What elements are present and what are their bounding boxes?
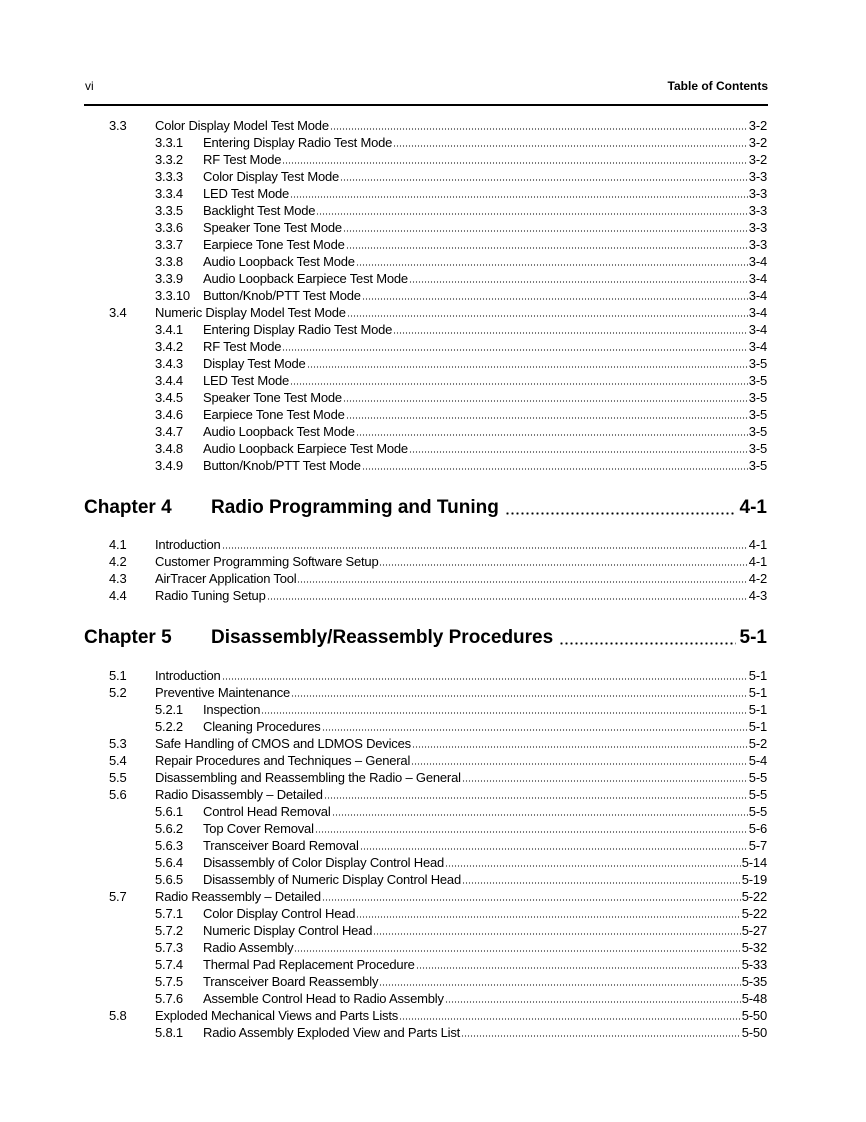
- toc-entry[interactable]: [84, 752, 767, 769]
- entry-number: 5.2: [109, 685, 127, 700]
- toc-entry[interactable]: [84, 321, 767, 338]
- entry-title: Exploded Mechanical Views and Parts Lists: [155, 1008, 399, 1023]
- toc-entry[interactable]: [84, 956, 767, 973]
- entry-title: Audio Loopback Test Mode: [203, 254, 355, 269]
- entry-body: [203, 372, 767, 389]
- dot-leader: [373, 933, 741, 935]
- entry-body: [203, 1024, 767, 1041]
- entry-title: Numeric Display Model Test Mode: [155, 305, 346, 320]
- toc-entry[interactable]: [84, 684, 767, 701]
- entry-number: 3.4: [109, 305, 127, 320]
- chapter-number: Chapter 4: [84, 497, 172, 518]
- entry-page: 3-4: [748, 305, 767, 320]
- entry-page: 3-5: [748, 424, 767, 439]
- dot-leader: [399, 1018, 741, 1020]
- dot-leader: [322, 729, 748, 731]
- dot-leader: [297, 581, 747, 583]
- toc-section-chapter-4: [84, 536, 767, 604]
- dot-leader: [290, 383, 748, 385]
- entry-page: 4-2: [748, 571, 767, 586]
- dot-leader: [324, 797, 748, 799]
- dot-leader: [322, 899, 741, 901]
- entry-page: 5-6: [748, 821, 767, 836]
- entry-page: 3-4: [748, 322, 767, 337]
- entry-title: Top Cover Removal: [203, 821, 314, 836]
- dot-leader: [340, 179, 748, 181]
- chapter-4-heading[interactable]: [84, 495, 767, 521]
- dot-leader: [462, 780, 748, 782]
- toc-entry[interactable]: [84, 287, 767, 304]
- entry-title: Audio Loopback Earpiece Test Mode: [203, 271, 408, 286]
- entry-title: Introduction: [155, 537, 221, 552]
- entry-body: [203, 270, 767, 287]
- toc-entry[interactable]: [84, 735, 767, 752]
- toc-entry[interactable]: [84, 185, 767, 202]
- entry-number: 3.3.8: [155, 254, 183, 269]
- entry-page: 3-5: [748, 407, 767, 422]
- entry-body: [203, 151, 767, 168]
- entry-page: 5-19: [741, 872, 767, 887]
- entry-page: 5-22: [741, 889, 767, 904]
- dot-leader: [222, 678, 748, 680]
- entry-title: Repair Procedures and Techniques – General: [155, 753, 411, 768]
- entry-page: 3-4: [748, 288, 767, 303]
- chapter-title: Disassembly/Reassembly Procedures: [211, 627, 554, 648]
- entry-page: 3-3: [748, 186, 767, 201]
- entry-page: 3-4: [748, 339, 767, 354]
- toc-entry[interactable]: [84, 553, 767, 570]
- dot-leader: [360, 848, 748, 850]
- dot-leader: [356, 916, 740, 918]
- running-header-title: Table of Contents: [667, 79, 768, 93]
- toc-entry[interactable]: [84, 536, 767, 553]
- toc-entry[interactable]: [84, 837, 767, 854]
- dot-leader: [330, 128, 748, 130]
- toc-entry[interactable]: [84, 372, 767, 389]
- entry-number: 5.4: [109, 753, 127, 768]
- toc-entry[interactable]: [84, 236, 767, 253]
- entry-title: Numeric Display Control Head: [203, 923, 373, 938]
- dot-leader: [315, 831, 748, 833]
- dot-leader: [505, 512, 736, 515]
- entry-number: 5.3: [109, 736, 127, 751]
- entry-body: [203, 820, 767, 837]
- dot-leader: [343, 400, 748, 402]
- entry-page: 5-5: [748, 770, 767, 785]
- dot-leader: [445, 865, 741, 867]
- toc-entry[interactable]: [84, 769, 767, 786]
- entry-number: 3.4.9: [155, 458, 183, 473]
- toc-entry[interactable]: [84, 270, 767, 287]
- toc-entry[interactable]: [84, 786, 767, 803]
- dot-leader: [559, 642, 735, 645]
- toc-entry[interactable]: [84, 355, 767, 372]
- entry-number: 4.1: [109, 537, 127, 552]
- toc-entry[interactable]: [84, 939, 767, 956]
- entry-page: 5-32: [741, 940, 767, 955]
- entry-number: 3.4.1: [155, 322, 183, 337]
- entry-body: [203, 134, 767, 151]
- entry-body: [203, 956, 767, 973]
- entry-title: Earpiece Tone Test Mode: [203, 407, 345, 422]
- entry-body: [155, 304, 767, 321]
- entry-page: 5-5: [748, 787, 767, 802]
- entry-title: AirTracer Application Tool: [155, 571, 297, 586]
- entry-number: 3.3.1: [155, 135, 183, 150]
- dot-leader: [356, 264, 748, 266]
- entry-page: 5-1: [748, 685, 767, 700]
- entry-body: [203, 803, 767, 820]
- entry-number: 5.7.6: [155, 991, 183, 1006]
- dot-leader: [393, 145, 748, 147]
- entry-number: 5.6.1: [155, 804, 183, 819]
- entry-number: 3.3.10: [155, 288, 190, 303]
- toc-entry[interactable]: [84, 718, 767, 735]
- entry-title: LED Test Mode: [203, 373, 290, 388]
- dot-leader: [412, 746, 748, 748]
- entry-title: Customer Programming Software Setup: [155, 554, 379, 569]
- entry-number: 3.4.4: [155, 373, 183, 388]
- entry-page: 3-3: [748, 237, 767, 252]
- entry-body: [203, 973, 767, 990]
- entry-number: 5.7: [109, 889, 127, 904]
- entry-body: [155, 536, 767, 553]
- dot-leader: [222, 547, 748, 549]
- entry-number: 5.6.4: [155, 855, 183, 870]
- toc-entry[interactable]: [84, 854, 767, 871]
- dot-leader: [393, 332, 748, 334]
- entry-number: 3.3.9: [155, 271, 183, 286]
- entry-page: 5-22: [741, 906, 767, 921]
- entry-title: Transceiver Board Reassembly: [203, 974, 379, 989]
- toc-entry[interactable]: [84, 1007, 767, 1024]
- entry-body: [203, 253, 767, 270]
- chapter-page: 5-1: [739, 627, 767, 648]
- entry-title: Button/Knob/PTT Test Mode: [203, 288, 361, 303]
- toc-entry[interactable]: [84, 117, 767, 134]
- entry-body: [203, 718, 767, 735]
- entry-page: 5-4: [748, 753, 767, 768]
- toc-section-chapter-3-continued: [84, 117, 767, 474]
- entry-title: Radio Disassembly – Detailed: [155, 787, 323, 802]
- dot-leader: [409, 281, 748, 283]
- entry-title: Entering Display Radio Test Mode: [203, 135, 393, 150]
- entry-title: Introduction: [155, 668, 221, 683]
- entry-number: 5.7.1: [155, 906, 183, 921]
- dot-leader: [416, 967, 741, 969]
- toc-entry[interactable]: [84, 667, 767, 684]
- entry-body: [203, 389, 767, 406]
- entry-body: [155, 587, 767, 604]
- entry-page: 3-3: [748, 169, 767, 184]
- entry-body: [203, 338, 767, 355]
- entry-body: [203, 457, 767, 474]
- entry-body: [155, 1007, 767, 1024]
- entry-number: 5.7.5: [155, 974, 183, 989]
- toc-section-chapter-5: [84, 667, 767, 1041]
- dot-leader: [462, 882, 741, 884]
- entry-title: Button/Knob/PTT Test Mode: [203, 458, 361, 473]
- entry-title: Audio Loopback Test Mode: [203, 424, 355, 439]
- entry-body: [203, 990, 767, 1007]
- dot-leader: [379, 984, 741, 986]
- entry-body: [203, 236, 767, 253]
- entry-page: 5-1: [748, 702, 767, 717]
- entry-page: 5-14: [741, 855, 767, 870]
- entry-page: 5-1: [748, 719, 767, 734]
- entry-title: Radio Tuning Setup: [155, 588, 266, 603]
- header-rule: [84, 104, 768, 106]
- entry-body: [155, 769, 767, 786]
- entry-number: 3.4.8: [155, 441, 183, 456]
- dot-leader: [290, 196, 748, 198]
- dot-leader: [346, 417, 748, 419]
- entry-title: Disassembly of Color Display Control Head: [203, 855, 445, 870]
- entry-body: [155, 570, 767, 587]
- dot-leader: [411, 763, 748, 765]
- toc-entry[interactable]: [84, 219, 767, 236]
- entry-title: Color Display Control Head: [203, 906, 356, 921]
- entry-page: 3-5: [748, 373, 767, 388]
- entry-title: Assemble Control Head to Radio Assembly: [203, 991, 444, 1006]
- entry-number: 3.3: [109, 118, 127, 133]
- dot-leader: [347, 315, 748, 317]
- entry-number: 4.3: [109, 571, 127, 586]
- entry-number: 5.1: [109, 668, 127, 683]
- entry-page: 5-50: [741, 1025, 767, 1040]
- entry-page: 5-2: [748, 736, 767, 751]
- entry-number: 5.6.5: [155, 872, 183, 887]
- toc-entry[interactable]: [84, 888, 767, 905]
- entry-number: 5.7.3: [155, 940, 183, 955]
- entry-title: Control Head Removal: [203, 804, 331, 819]
- entry-number: 3.3.7: [155, 237, 183, 252]
- toc-entry[interactable]: [84, 990, 767, 1007]
- toc-entry[interactable]: [84, 701, 767, 718]
- entry-page: 5-48: [741, 991, 767, 1006]
- dot-leader: [362, 468, 748, 470]
- entry-body: [203, 321, 767, 338]
- entry-page: 4-1: [748, 537, 767, 552]
- toc-entry[interactable]: [84, 151, 767, 168]
- dot-leader: [316, 213, 747, 215]
- entry-number: 5.6.2: [155, 821, 183, 836]
- entry-page: 4-3: [748, 588, 767, 603]
- dot-leader: [362, 298, 748, 300]
- dot-leader: [356, 434, 748, 436]
- toc-entry[interactable]: [84, 587, 767, 604]
- entry-title: LED Test Mode: [203, 186, 290, 201]
- chapter-5-heading[interactable]: [84, 625, 767, 651]
- entry-number: 5.8.1: [155, 1025, 183, 1040]
- toc-entry[interactable]: [84, 973, 767, 990]
- toc-entry[interactable]: [84, 1024, 767, 1041]
- entry-title: Backlight Test Mode: [203, 203, 316, 218]
- entry-body: [203, 871, 767, 888]
- entry-page: 3-5: [748, 390, 767, 405]
- entry-number: 5.2.1: [155, 702, 183, 717]
- entry-page: 3-5: [748, 458, 767, 473]
- entry-body: [203, 939, 767, 956]
- entry-page: 5-50: [741, 1008, 767, 1023]
- entry-body: [155, 667, 767, 684]
- dot-leader: [282, 349, 748, 351]
- entry-body: [203, 423, 767, 440]
- entry-number: 5.6: [109, 787, 127, 802]
- dot-leader: [291, 695, 748, 697]
- entry-title: Inspection: [203, 702, 261, 717]
- dot-leader: [343, 230, 748, 232]
- entry-page: 3-4: [748, 254, 767, 269]
- dot-leader: [445, 1001, 741, 1003]
- entry-number: 5.7.2: [155, 923, 183, 938]
- entry-page: 5-35: [741, 974, 767, 989]
- entry-page: 3-5: [748, 356, 767, 371]
- entry-number: 3.3.4: [155, 186, 183, 201]
- chapter-number: Chapter 5: [84, 627, 172, 648]
- entry-title: Thermal Pad Replacement Procedure: [203, 957, 415, 972]
- entry-body: [203, 701, 767, 718]
- entry-number: 5.2.2: [155, 719, 183, 734]
- entry-title: Color Display Model Test Mode: [155, 118, 329, 133]
- toc-entry[interactable]: [84, 440, 767, 457]
- entry-page: 3-5: [748, 441, 767, 456]
- toc-entry[interactable]: [84, 202, 767, 219]
- entry-title: Color Display Test Mode: [203, 169, 340, 184]
- entry-body: [203, 219, 767, 236]
- entry-title: Disassembling and Reassembling the Radio – General: [155, 770, 461, 785]
- entry-body: [203, 440, 767, 457]
- toc-entry[interactable]: [84, 134, 767, 151]
- entry-page: 3-2: [748, 118, 767, 133]
- dot-leader: [261, 712, 748, 714]
- entry-title: Speaker Tone Test Mode: [203, 220, 342, 235]
- entry-number: 5.8: [109, 1008, 127, 1023]
- entry-number: 3.3.2: [155, 152, 183, 167]
- entry-body: [203, 202, 767, 219]
- entry-title: Disassembly of Numeric Display Control Head: [203, 872, 461, 887]
- toc-entry[interactable]: [84, 168, 767, 185]
- toc-entry[interactable]: [84, 871, 767, 888]
- entry-body: [203, 355, 767, 372]
- entry-number: 4.4: [109, 588, 127, 603]
- entry-body: [203, 287, 767, 304]
- toc-entry[interactable]: [84, 338, 767, 355]
- entry-title: Safe Handling of CMOS and LDMOS Devices: [155, 736, 411, 751]
- toc-entry[interactable]: [84, 570, 767, 587]
- dot-leader: [267, 598, 748, 600]
- entry-body: [155, 786, 767, 803]
- entry-number: 5.7.4: [155, 957, 183, 972]
- entry-page: 3-3: [748, 203, 767, 218]
- entry-body: [155, 752, 767, 769]
- entry-number: 4.2: [109, 554, 127, 569]
- dot-leader: [379, 564, 747, 566]
- dot-leader: [307, 366, 748, 368]
- entry-body: [155, 117, 767, 134]
- page-number: vi: [85, 79, 94, 93]
- entry-number: 5.6.3: [155, 838, 183, 853]
- toc-entry[interactable]: [84, 423, 767, 440]
- entry-page: 4-1: [748, 554, 767, 569]
- chapter-page: 4-1: [739, 497, 767, 518]
- toc-entry[interactable]: [84, 253, 767, 270]
- entry-body: [203, 406, 767, 423]
- entry-body: [155, 684, 767, 701]
- toc-entry[interactable]: [84, 905, 767, 922]
- entry-page: 5-27: [741, 923, 767, 938]
- entry-number: 5.5: [109, 770, 127, 785]
- entry-number: 3.4.6: [155, 407, 183, 422]
- entry-number: 3.4.5: [155, 390, 183, 405]
- dot-leader: [282, 162, 748, 164]
- entry-title: Preventive Maintenance: [155, 685, 291, 700]
- entry-title: RF Test Mode: [203, 152, 282, 167]
- entry-number: 3.3.3: [155, 169, 183, 184]
- entry-title: Radio Assembly Exploded View and Parts List: [203, 1025, 461, 1040]
- dot-leader: [332, 814, 748, 816]
- entry-body: [155, 735, 767, 752]
- entry-page: 3-2: [748, 135, 767, 150]
- entry-number: 3.3.6: [155, 220, 183, 235]
- entry-title: Radio Reassembly – Detailed: [155, 889, 321, 904]
- toc-entry[interactable]: [84, 304, 767, 321]
- dot-leader: [346, 247, 748, 249]
- entry-body: [203, 905, 767, 922]
- entry-body: [203, 168, 767, 185]
- dot-leader: [294, 950, 740, 952]
- entry-body: [203, 922, 767, 939]
- entry-page: 5-5: [748, 804, 767, 819]
- entry-title: Display Test Mode: [203, 356, 306, 371]
- entry-body: [203, 185, 767, 202]
- toc-entry[interactable]: [84, 389, 767, 406]
- entry-number: 3.4.2: [155, 339, 183, 354]
- entry-title: Radio Assembly: [203, 940, 294, 955]
- toc-entry[interactable]: [84, 406, 767, 423]
- dot-leader: [409, 451, 748, 453]
- entry-page: 5-33: [741, 957, 767, 972]
- entry-body: [203, 837, 767, 854]
- entry-number: 3.4.7: [155, 424, 183, 439]
- entry-title: Transceiver Board Removal: [203, 838, 359, 853]
- entry-title: Cleaning Procedures: [203, 719, 321, 734]
- entry-title: Earpiece Tone Test Mode: [203, 237, 345, 252]
- entry-page: 3-4: [748, 271, 767, 286]
- entry-number: 3.4.3: [155, 356, 183, 371]
- entry-title: Speaker Tone Test Mode: [203, 390, 342, 405]
- entry-page: 3-2: [748, 152, 767, 167]
- entry-title: Audio Loopback Earpiece Test Mode: [203, 441, 408, 456]
- toc-entry[interactable]: [84, 922, 767, 939]
- entry-title: RF Test Mode: [203, 339, 282, 354]
- chapter-title: Radio Programming and Tuning: [211, 497, 499, 518]
- entry-page: 5-7: [748, 838, 767, 853]
- entry-page: 5-1: [748, 668, 767, 683]
- entry-title: Entering Display Radio Test Mode: [203, 322, 393, 337]
- entry-number: 3.3.5: [155, 203, 183, 218]
- toc-entry[interactable]: [84, 457, 767, 474]
- entry-body: [155, 888, 767, 905]
- entry-page: 3-3: [748, 220, 767, 235]
- toc-entry[interactable]: [84, 820, 767, 837]
- toc-entry[interactable]: [84, 803, 767, 820]
- dot-leader: [461, 1035, 741, 1037]
- entry-body: [203, 854, 767, 871]
- entry-body: [155, 553, 767, 570]
